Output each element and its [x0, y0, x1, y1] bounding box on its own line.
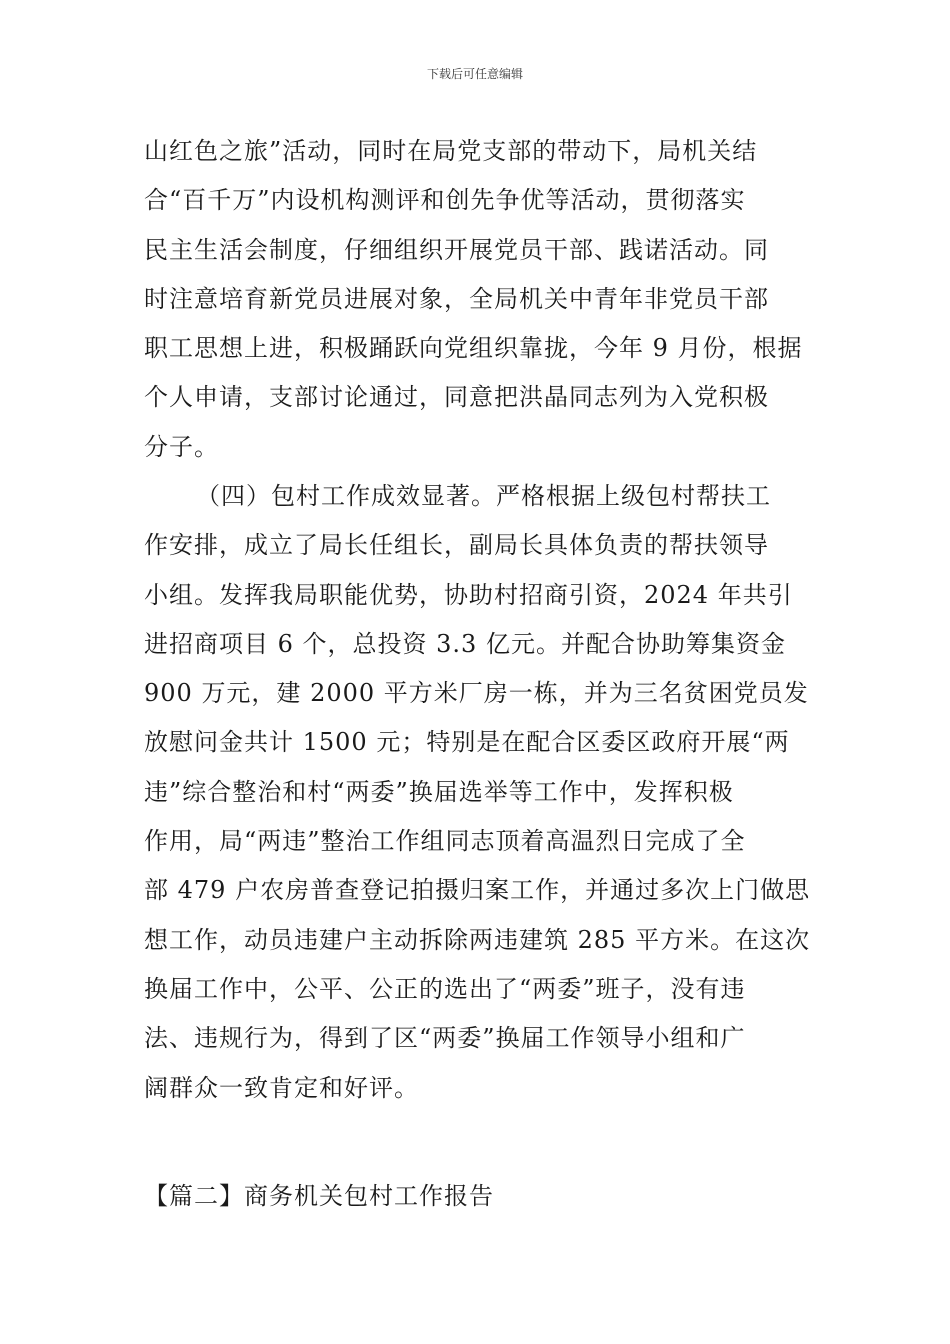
paragraph-1	[144, 127, 808, 472]
paragraph-2	[144, 472, 811, 1113]
paragraph-line: 作用，局“两违”整治工作组同志顶着高温烈日完成了全	[144, 827, 746, 856]
paragraph-line: 进招商项目 6 个，总投资 3.3 亿元。并配合协助筹集资金	[144, 629, 786, 658]
paragraph-line: 作安排，成立了局长任组长，副局长具体负责的帮扶领导	[144, 531, 769, 560]
paragraph-line: 900 万元，建 2000 平方米厂房一栋，并为三名贫困党员发	[144, 679, 809, 708]
paragraph-line: 合“百千万”内设机构测评和创先争优等活动，贯彻落实	[144, 186, 746, 215]
paragraph-line: 换届工作中，公平、公正的选出了“两委”班子，没有违	[144, 974, 746, 1003]
paragraph-line: 时注意培育新党员进展对象，全局机关中青年非党员干部	[144, 284, 769, 313]
section-heading: 【篇二】商务机关包村工作报告	[144, 1182, 494, 1210]
paragraph-line: 职工思想上进，积极踊跃向党组织靠拢，今年 9 月份，根据	[144, 334, 803, 363]
paragraph-line: 阔群众一致肯定和好评。	[144, 1073, 419, 1102]
page-header: 下载后可任意编辑	[426, 67, 523, 81]
paragraph-line: 部 479 户农房普查登记拍摄归案工作，并通过多次上门做思	[144, 876, 811, 905]
paragraph-line: 法、违规行为，得到了区“两委”换届工作领导小组和广	[144, 1024, 746, 1053]
paragraph-line: 小组。发挥我局职能优势，协助村招商引资，2024 年共引	[144, 580, 793, 609]
paragraph-first-line-text: （四）包村工作成效显著。严格根据上级包村帮扶工	[196, 482, 771, 510]
paragraph-line: 山红色之旅”活动，同时在局党支部的带动下，局机关结	[144, 137, 758, 165]
paragraph-line: 放慰问金共计 1500 元；特别是在配合区委区政府开展“两	[144, 728, 790, 757]
paragraph-line: 民主生活会制度，仔细组织开展党员干部、践诺活动。同	[144, 235, 769, 264]
paragraph-line: 违”综合整治和村“两委”换届选举等工作中，发挥积极	[144, 777, 734, 806]
paragraph-line: 想工作，动员违建户主动拆除两违建筑 285 平方米。在这次	[144, 925, 811, 954]
paragraph-line	[144, 472, 808, 521]
paragraph-line: 个人申请，支部讨论通过，同意把洪晶同志列为入党积极	[144, 383, 769, 412]
paragraph-line: 分子。	[144, 432, 219, 461]
